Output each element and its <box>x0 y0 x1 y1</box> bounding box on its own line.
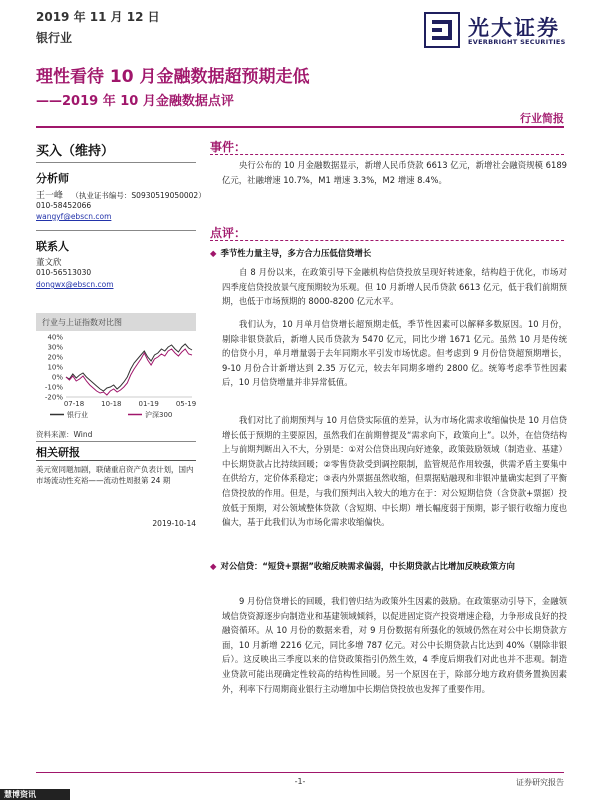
logo-text-cn: 光大证券 <box>468 15 560 40</box>
y-tick-label: 30% <box>47 343 63 352</box>
event-heading: 事件： <box>210 140 247 154</box>
analyst-line <box>36 188 206 201</box>
legend-label: 银行业 <box>67 411 88 419</box>
legend-label: 沪深300 <box>145 411 173 419</box>
analyst-phone: 010-58452066 <box>36 201 92 210</box>
contact-name: 董文欣 <box>36 258 62 268</box>
chart-title: 行业与上证指数对比图 <box>36 313 196 331</box>
footer-badge-text: 慧博资讯 <box>4 790 36 799</box>
sidebar-divider <box>36 230 196 231</box>
paragraph-4: 9 月份信贷增长的回暖，我们曾归结为政策外生因素的鼓励。在政策驱动引导下，金融领域信贷资源逐步向制造业和基建领域倾斜，以促进固定资产投资增速企稳，力争形成良好的投融资循环。从 10 月份的数据来看，对 9 月份数据有所强化的领域仍然在对公中长期贷款方面，10 月新增 2216 亿元，同比多增 787 亿元。对公中长期贷款占比达到 40%（剔除非银后）。这反映出三季度以来的信贷政策指引仍然生效，4 季度后期我们对此也并不悲观。制造业贷款可能出现确定性较高的结构性回暖。另一个原因在于，除部分地方政府债务置换因素外，利率下行周期商业银行主动增加中长期信贷投放也发挥了重要作用。 <box>222 596 567 694</box>
logo-text-en: EVERBRIGHT SECURITIES <box>468 38 566 46</box>
analyst-name: 王一峰 <box>36 191 64 201</box>
bullet-heading-2 <box>210 560 565 573</box>
related-heading: 相关研报 <box>36 446 80 459</box>
y-tick-label: -20% <box>44 393 63 402</box>
y-tick-label: -10% <box>44 383 63 392</box>
section-divider <box>210 240 564 241</box>
comparison-chart <box>36 333 196 425</box>
analyst-heading: 分析师 <box>36 172 69 185</box>
y-tick-label: 40% <box>47 333 63 342</box>
contact-heading: 联系人 <box>36 240 69 253</box>
header-divider <box>36 126 564 128</box>
y-tick-label: 10% <box>47 363 63 372</box>
logo-mark-icon <box>424 12 460 48</box>
bullet-heading-text: 对公信贷：“短贷+票据”收缩反映需求偏弱，中长期贷款占比增加反映政策方向 <box>220 561 515 571</box>
y-tick-label: 20% <box>47 353 63 362</box>
paragraph-3: 我们对比了前期预判与 10 月信贷实际值的差异，认为市场化需求收缩偏快是 10 月信贷增长低于预期的主要原因，虽然我们在前期曾提及“需求向下，政策向上”。以外，在信贷结构上与前期判断出入不大，分别是：①对公信贷出现向好迹象，政策鼓励领域（制造业、基建）中长期贷款占比持续回暖；②零售贷款受到调控限制，监管规范作用较强，供需矛盾主要集中在供给方，定价体系稳定；③表内外票据虽然收缩，但票据贴融现和非银冲量确实起到了平衡信贷投放的作用。但是，与我们预判出入较大的地方在于：对公短期信贷（含贷款+票据）投放低于预期，对公领域整体贷款（含短期、中长期）增长幅度弱于预期，影子银行收缩力度也偏大，基于此我们认为市场化需求收缩偏快。 <box>222 415 567 528</box>
section-divider <box>210 154 564 155</box>
paragraph-1: 自 8 月份以来，在政策引导下金融机构信贷投放呈现好转迹象，结构趋于优化，市场对四季度信贷投放景气度预期较为乐观。但 10 月新增人民币贷款 6613 亿元，低于我们前期预期，也低于市场预期的 8000-8200 亿元水平。 <box>222 267 567 307</box>
contact-email-link[interactable]: dongwx@ebscn.com <box>36 280 114 289</box>
footer-divider <box>36 772 564 773</box>
analyst-cert: （执业证书编号：S0930519050002） <box>71 191 206 200</box>
bullet-heading-text: 季节性力量主导，多方合力压低信贷增长 <box>220 248 372 258</box>
footer-badge <box>0 789 70 800</box>
company-logo <box>424 12 574 48</box>
analyst-email-link[interactable]: wangyf@ebscn.com <box>36 212 112 221</box>
x-tick-label: 05-19 <box>175 400 196 408</box>
paragraph-2: 我们认为，10 月单月信贷增长超预期走低，季节性因素可以解释多数原因。10 月份，剔除非银贷款后，新增人民币贷款为 5470 亿元，同比少增 1671 亿元。虽然 10 月是传统的信贷小月，单月增量弱于去年同期水平引发市场忧虑。但考虑到 9 月份信贷超预期增长，9-10 月份合计新增达到 2.35 万亿元，较去年同期多增约 2800 亿。统筹考虑季节性因素后，10 月信贷增量并非异常低值。 <box>222 319 567 388</box>
footer-label: 证券研究报告 <box>516 778 564 787</box>
report-type: 行业简报 <box>520 112 564 125</box>
y-tick-label: 0% <box>51 373 63 382</box>
report-date: 2019 年 11 月 12 日 <box>36 10 160 24</box>
chart-svg <box>36 333 196 425</box>
report-title: 理性看待 10 月金融数据超预期走低 <box>36 67 310 87</box>
sidebar-divider <box>36 162 196 163</box>
bullet-heading-1 <box>210 247 565 260</box>
industry-label: 银行业 <box>36 31 73 45</box>
page-number: -1- <box>294 777 306 786</box>
event-body: 央行公布的 10 月金融数据显示，新增人民币贷款 6613 亿元，新增社会融资规模 6189 亿元，社融增速 10.7%，M1 增速 3.3%，M2 增速 8.4%。 <box>222 160 567 185</box>
related-report-date: 2019-10-14 <box>152 519 196 528</box>
x-tick-label: 07-18 <box>63 400 85 408</box>
x-tick-label: 10-18 <box>101 400 122 408</box>
diamond-bullet-icon: ◆ <box>210 248 217 258</box>
sidebar-divider <box>36 460 196 461</box>
sidebar-divider <box>36 441 196 442</box>
report-subtitle: ——2019 年 10 月金融数据点评 <box>36 94 234 109</box>
rating-label: 买入（维持） <box>36 144 115 159</box>
comment-heading: 点评： <box>210 226 247 240</box>
x-tick-label: 01-19 <box>138 400 159 408</box>
related-report-link[interactable]: 美元宽同题加剧，联储重启资产负表计划，国内市场流动性充裕——流动性周报第 24 期 <box>36 465 194 485</box>
contact-phone: 010-56513030 <box>36 268 92 277</box>
diamond-bullet-icon: ◆ <box>210 561 217 571</box>
chart-source: 资料来源：Wind <box>36 430 93 439</box>
